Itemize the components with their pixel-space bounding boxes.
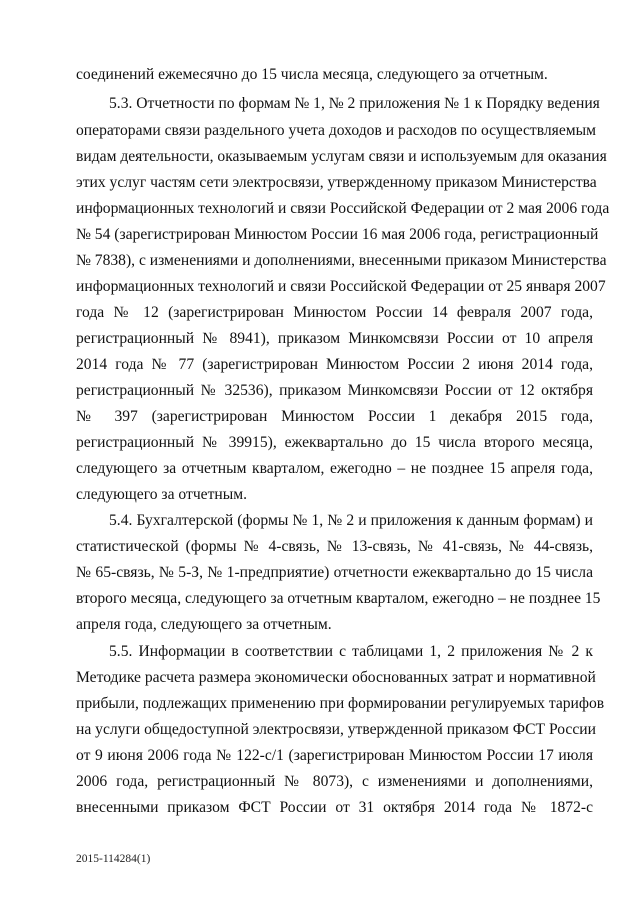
text-line: 2014 года № 77 (зарегистрирован Минюстом России 2 июня 2014 года,	[76, 356, 593, 373]
text-line: регистрационный № 39915), ежеквартально до 15 числа второго месяца,	[76, 434, 593, 451]
text-line: от 9 июня 2006 года № 122-с/1 (зарегистрирован Минюстом России 17 июля	[76, 747, 593, 764]
text-line: следующего за отчетным кварталом, ежегодно – не позднее 15 апреля года,	[76, 460, 593, 477]
paragraph-5-3-first-line: 5.3. Отчетности по формам № 1, № 2 приложения № 1 к Порядку ведения	[109, 95, 600, 112]
text-line: регистрационный № 8941), приказом Минкомсвязи России от 10 апреля	[76, 330, 593, 347]
text-line: информационных технологий и связи Российской Федерации от 2 мая 2006 года	[76, 200, 610, 217]
text-line: следующего за отчетным.	[76, 486, 247, 503]
text-line: Методике расчета размера экономически обоснованных затрат и нормативной	[76, 669, 596, 686]
text-line: № 65-связь, № 5-З, № 1-предприятие) отчетности ежеквартально до 15 числа	[76, 564, 593, 581]
paragraph-5-4-first-line: 5.4. Бухгалтерской (формы № 1, № 2 и приложения к данным формам) и	[109, 512, 593, 529]
text-line: № 397 (зарегистрирован Минюстом России 1 декабря 2015 года,	[76, 408, 593, 425]
text-line: второго месяца, следующего за отчетным кварталом, ежегодно – не позднее 15	[76, 590, 601, 607]
text-line: регистрационный № 32536), приказом Минкомсвязи России от 12 октября	[76, 382, 593, 399]
text-line: этих услуг частям сети электросвязи, утвержденному приказом Министерства	[76, 174, 597, 191]
text-line: апреля года, следующего за отчетным.	[76, 616, 332, 633]
text-line: № 7838), с изменениями и дополнениями, внесенными приказом Министерства	[76, 252, 607, 269]
document-code-footer: 2015-114284(1)	[76, 853, 151, 865]
text-line: года № 12 (зарегистрирован Минюстом России 14 февраля 2007 года,	[76, 304, 593, 321]
text-line: прибыли, подлежащих применению при формировании регулируемых тарифов	[76, 695, 605, 712]
text-line: видам деятельности, оказываемым услугам связи и используемым для оказания	[76, 148, 607, 165]
text-line: информационных технологий и связи Российской Федерации от 25 января 2007	[76, 278, 606, 295]
text-line: 2006 года, регистрационный № 8073), с изменениями и дополнениями,	[76, 773, 593, 790]
text-line: № 54 (зарегистрирован Минюстом России 16 мая 2006 года, регистрационный	[76, 226, 599, 243]
text-line: внесенными приказом ФСТ России от 31 октября 2014 года № 1872-с	[76, 799, 593, 816]
text-line: статистической (формы № 4-связь, № 13-связь, № 41-связь, № 44-связь,	[76, 538, 593, 555]
text-line: соединений ежемесячно до 15 числа месяца, следующего за отчетным.	[76, 66, 548, 83]
text-line: операторами связи раздельного учета доходов и расходов по осуществляемым	[76, 122, 596, 139]
text-line: на услуги общедоступной электросвязи, утвержденной приказом ФСТ России	[76, 721, 596, 738]
paragraph-5-5-first-line: 5.5. Информации в соответствии с таблицами 1, 2 приложения № 2 к	[109, 643, 593, 660]
